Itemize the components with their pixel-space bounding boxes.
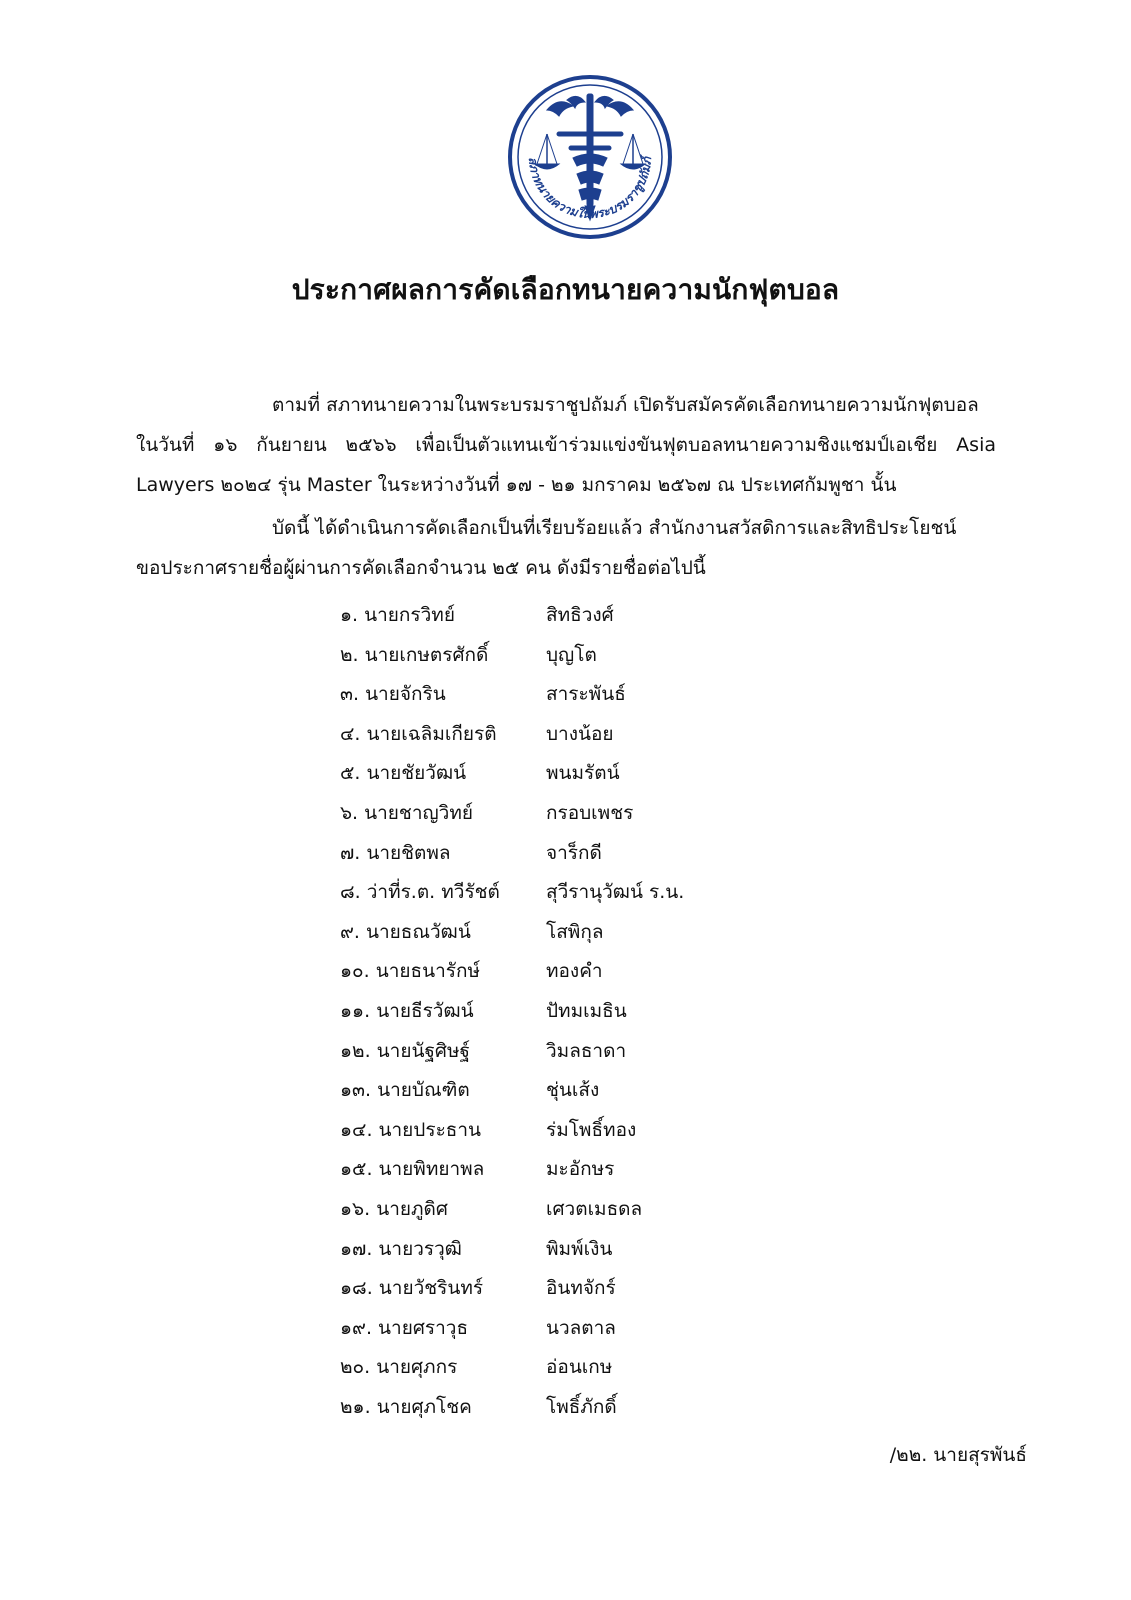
player-first-name: ๒. นายเกษตรศักดิ์ [340,643,489,666]
list-item [340,1230,840,1270]
player-first-name: ๓. นายจักริน [340,683,446,706]
player-first-name: ๑๘. นายวัชรินทร์ [340,1277,484,1300]
player-last-name: โพธิ์ภักดิ์ [546,1395,617,1418]
intro-line-3: Lawyers ๒๐๒๔ รุ่น Master ในระหว่างวันที่ ๑๗ - ๒๑ มกราคม ๒๕๖๗ ณ ประเทศกัมพูชา นั้น [136,474,897,496]
player-last-name: มะอักษร [546,1158,615,1181]
intro-paragraph [136,385,996,505]
player-first-name: ๑๔. นายประธาน [340,1118,482,1141]
player-first-name: ๑. นายกรวิทย์ [340,604,455,626]
player-first-name: ๑๐. นายธนารักษ์ [340,960,481,983]
continuation-note: /๒๒. นายสุรพันธ์ [889,1444,1027,1466]
player-first-name: ๑๒. นายนัฐศิษฐ์ [340,1039,470,1062]
player-last-name: เศวตเมธดล [546,1197,643,1220]
player-last-name: พิมพ์เงิน [546,1237,613,1260]
player-last-name: ทองคำ [546,960,603,983]
list-item [340,1190,840,1230]
announcement-paragraph [136,508,996,588]
list-item [340,992,840,1032]
list-item [340,1348,840,1388]
player-first-name: ๑๑. นายธีรวัฒน์ [340,999,474,1022]
player-last-name: สาระพันธ์ [546,683,626,706]
player-last-name: ชุ่นเส้ง [546,1079,600,1102]
intro-line-2: ในวันที่ ๑๖ กันยายน ๒๕๖๖ เพื่อเป็นตัวแทนเข้าร่วมแข่งขันฟุตบอลทนายความชิงแชมป์เอเชีย Asia [136,434,996,456]
player-first-name: ๑๓. นายบัณฑิต [340,1079,470,1102]
player-first-name: ๕. นายชัยวัฒน์ [340,762,467,785]
player-last-name: สุวีรานุวัฒน์ ร.น. [546,881,685,904]
announcement-line-1: บัดนี้ ได้ดำเนินการคัดเลือกเป็นที่เรียบร้อยแล้ว สำนักงานสวัสดิการและสิทธิประโยชน์ [272,517,957,539]
player-last-name: จาร็กดี [546,841,602,864]
list-item [340,596,840,636]
player-last-name: นวลตาล [546,1316,616,1339]
player-first-name: ๒๐. นายศุภกร [340,1356,458,1379]
list-item [340,952,840,992]
lawyers-council-seal-logo [507,74,673,240]
player-last-name: โสพิกุล [546,920,604,943]
player-last-name: พนมรัตน์ [546,762,620,785]
player-last-name: ร่มโพธิ์ทอง [546,1118,637,1141]
list-item [340,754,840,794]
list-item [340,1071,840,1111]
player-last-name: วิมลธาดา [546,1039,627,1062]
player-last-name: อ่อนเกษ [546,1356,613,1379]
list-item [340,1111,840,1151]
list-item [340,834,840,874]
seal-text: สภาทนายความในพระบรมราชูปถัมภ์ [525,156,655,222]
list-item [340,1309,840,1349]
player-first-name: ๑๙. นายศราวุธ [340,1316,469,1339]
player-last-name: บุญโต [546,643,597,666]
list-item [340,1032,840,1072]
player-first-name: ๒๑. นายศุภโชค [340,1395,472,1418]
page-title: ประกาศผลการคัดเลือกทนายความนักฟุตบอล [291,273,840,306]
list-item [340,715,840,755]
player-first-name: ๘. ว่าที่ร.ต. ทวีรัชต์ [340,881,500,904]
player-first-name: ๑๖. นายภูดิศ [340,1197,448,1220]
player-first-name: ๙. นายธณวัฒน์ [340,920,471,943]
player-first-name: ๔. นายเฉลิมเกียรติ [340,722,497,745]
player-first-name: ๑๗. นายวรวุฒิ [340,1237,462,1260]
player-last-name: สิทธิวงศ์ [546,604,614,626]
player-last-name: บางน้อย [546,722,614,745]
player-last-name: ปัทมเมธิน [546,999,627,1022]
list-item [340,913,840,953]
list-item [340,794,840,834]
list-item [340,1388,840,1428]
list-item [340,675,840,715]
player-first-name: ๖. นายชาญวิทย์ [340,801,474,824]
player-last-name: อินทจักร์ [546,1277,616,1300]
intro-line-1: ตามที่ สภาทนายความในพระบรมราชูปถัมภ์ เปิดรับสมัครคัดเลือกทนายความนักฟุตบอล [272,394,979,416]
list-item [340,873,840,913]
player-first-name: ๑๕. นายพิทยาพล [340,1158,485,1181]
announcement-line-2: ขอประกาศรายชื่อผู้ผ่านการคัดเลือกจำนวน ๒๕ คน ดังมีรายชื่อต่อไปนี้ [136,557,706,579]
player-last-name: กรอบเพชร [546,801,634,824]
list-item [340,1150,840,1190]
selected-players-list [340,596,840,1427]
list-item [340,1269,840,1309]
player-first-name: ๗. นายชิตพล [340,841,451,864]
list-item [340,636,840,676]
